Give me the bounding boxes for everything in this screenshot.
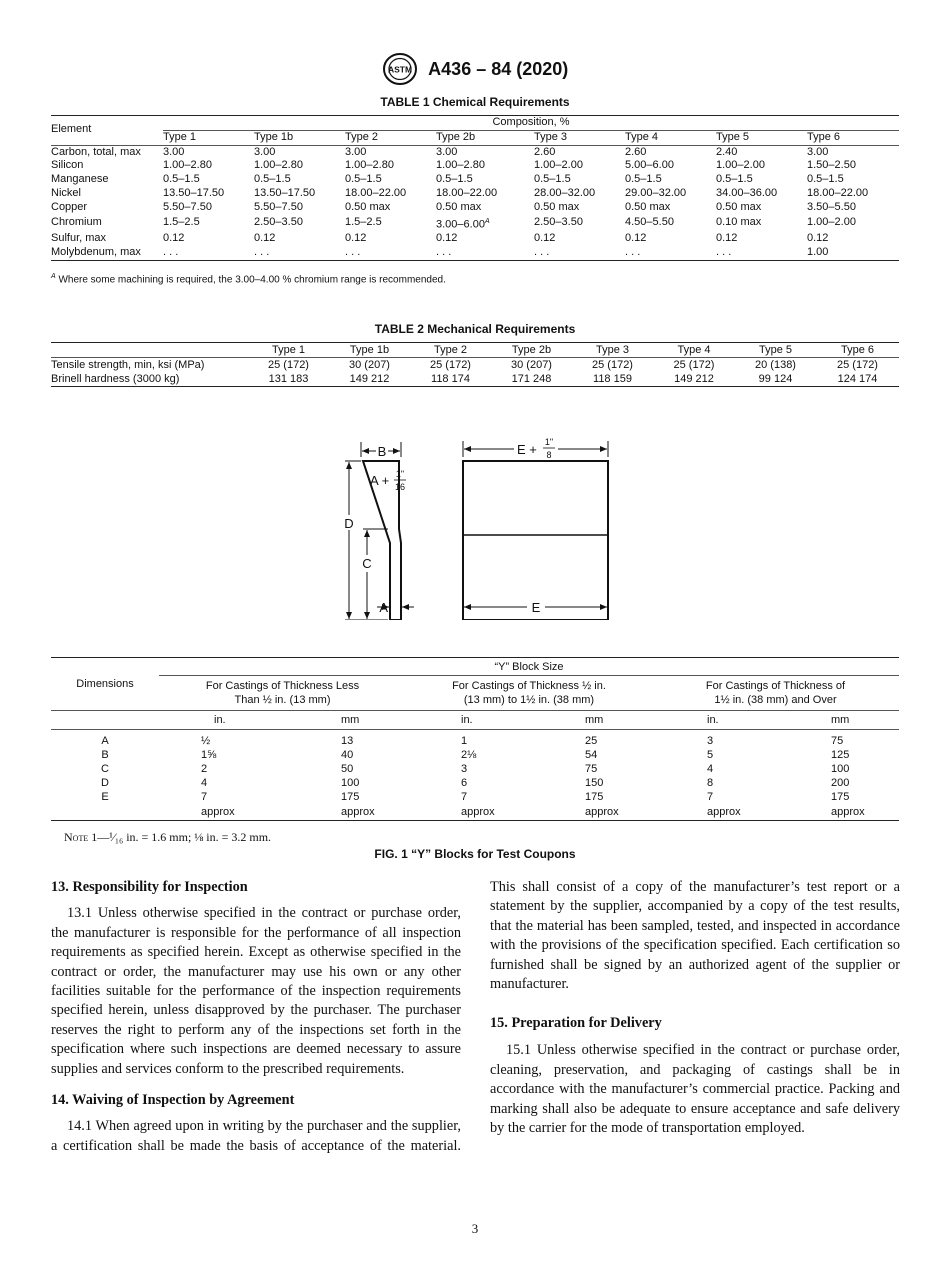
cell: 2.60 <box>625 145 647 158</box>
section-15-1-text: 15.1 Unless otherwise specified in the contract or purchase order, cleaning, preservation, and packaging of castings shall be in accordance with the manufacturer’s commercial practice. Packing and marking shall also be adequate to ensure acceptance and safe delivery by the carrier for the mode of transportation employed. <box>490 1042 900 1137</box>
table-row <box>51 790 899 804</box>
footnote-text: Where some machining is required, the 3.00–4.00 % chromium range is recommended. <box>55 274 446 286</box>
cell: 7 <box>201 791 208 803</box>
table-row <box>51 246 899 260</box>
cell: 175 <box>831 791 850 803</box>
type-header: Type 5 <box>758 344 793 356</box>
table-row <box>51 173 899 187</box>
left-column <box>51 878 461 1155</box>
unit-header: in. <box>707 714 719 726</box>
standard-designation: A436 – 84 (2020) <box>428 58 569 79</box>
table1-footnote <box>51 273 446 285</box>
cell: 25 <box>585 735 598 747</box>
dimension-label: B <box>101 749 109 761</box>
group-line: For Castings of Thickness Less <box>205 680 360 692</box>
page-number: 3 <box>471 1221 479 1236</box>
cell: 3.00 <box>345 145 367 158</box>
cell: 20 (138) <box>755 359 796 371</box>
cell: 3.00 <box>436 145 458 158</box>
label-a-plus: A + <box>370 473 390 488</box>
element-header: Element <box>51 116 163 146</box>
cell: 1.5–2.5 <box>345 216 382 229</box>
table-row <box>51 201 899 215</box>
cell: 0.12 <box>436 232 458 245</box>
cell: 2.40 <box>716 145 738 158</box>
cell <box>436 215 534 232</box>
section-14-1-text: This shall consist of a copy of the manufacturer’s test report or a statement by the supplier, accompanied by a copy of the test results, that the material has been sampled, tested, and inspected in accordance with the provisions of the specification specified. Each certification so furnished shall be signed by an authorized agent of the supplier or manufacturer. <box>490 879 900 993</box>
cell: 6 <box>461 777 468 789</box>
cell: 2⅛ <box>461 749 477 761</box>
section-14-1-continued <box>490 878 900 994</box>
cell: 0.5–1.5 <box>436 173 473 186</box>
group-line: For Castings of Thickness ½ in. <box>452 680 606 692</box>
cell: 13 <box>341 735 354 747</box>
element-name: Carbon, total, max <box>51 145 141 158</box>
label-a: A <box>379 600 388 615</box>
type-header: Type 2b <box>511 344 552 356</box>
section-15-heading: 15. Preparation for Delivery <box>490 1015 662 1031</box>
footnote-mark: A <box>51 273 56 280</box>
y-block-size-header: “Y” Block Size <box>159 658 899 676</box>
cell: 0.50 max <box>436 200 482 213</box>
cell: 0.12 <box>625 232 647 245</box>
cell: 5.00–6.00 <box>625 159 674 172</box>
cell: 0.12 <box>254 232 276 245</box>
type-header: Type 1 <box>163 130 197 143</box>
cell: 124 174 <box>837 373 878 385</box>
cell: 25 (172) <box>592 359 633 371</box>
table-row <box>51 159 899 173</box>
mechanical-requirements-table <box>51 342 899 387</box>
fraction-numerator: 1" <box>544 437 554 447</box>
cell: 25 (172) <box>430 359 471 371</box>
unit-header: mm <box>831 714 850 726</box>
chemical-requirements-table <box>51 115 899 261</box>
cell: approx <box>341 806 375 818</box>
cell: 125 <box>831 749 850 761</box>
type-header: Type 2 <box>345 130 379 143</box>
cell: 1.00–2.00 <box>716 159 765 172</box>
cell: 0.50 max <box>534 200 580 213</box>
cell: . . . <box>716 245 732 258</box>
cell: 7 <box>461 791 468 803</box>
cell: 171 248 <box>511 373 552 385</box>
cell: 18.00–22.00 <box>807 186 869 199</box>
cell: 118 174 <box>431 373 470 385</box>
unit-header: mm <box>341 714 360 726</box>
cell: 0.5–1.5 <box>534 173 571 186</box>
table2-title: TABLE 2 Mechanical Requirements <box>374 322 576 336</box>
cell: 2 <box>201 763 208 775</box>
label-e: E <box>531 600 541 615</box>
element-name: Manganese <box>51 173 109 186</box>
document-header <box>0 52 950 86</box>
type-header: Type 6 <box>840 344 875 356</box>
composition-header: Composition, % <box>163 116 899 131</box>
cell: 5.50–7.50 <box>163 200 212 213</box>
cell: 4 <box>707 763 714 775</box>
thickness-group-header <box>406 676 652 711</box>
dimension-label: A <box>101 735 109 747</box>
section-14-1-text: 14.1 When agreed upon in writing by the purchaser and the supplier, a certification shall be made the basis of acceptance of the material. <box>51 1118 461 1154</box>
y-block-size-table <box>51 657 899 821</box>
element-name: Nickel <box>51 186 81 199</box>
type-header: Type 4 <box>677 344 711 356</box>
cell: 1.5–2.5 <box>163 216 200 229</box>
dimension-label <box>51 804 159 821</box>
table-row <box>51 232 899 246</box>
type-header: Type 6 <box>807 130 841 143</box>
cell: approx <box>461 806 495 818</box>
element-name: Molybdenum, max <box>51 245 141 258</box>
cell: 1 <box>461 735 468 747</box>
block-front-view <box>463 461 608 620</box>
cell: 5 <box>707 749 714 761</box>
cell: 18.00–22.00 <box>436 186 498 199</box>
cell: 1.00–2.80 <box>436 159 485 172</box>
cell: 0.12 <box>163 232 185 245</box>
cell: approx <box>831 806 865 818</box>
cell: 0.5–1.5 <box>345 173 382 186</box>
cell: 1⅝ <box>201 749 217 761</box>
cell: 0.5–1.5 <box>163 173 200 186</box>
cell: 100 <box>831 763 850 775</box>
cell: 1.00–2.80 <box>254 159 303 172</box>
cell: 1.00–2.80 <box>345 159 394 172</box>
cell: 3.50–5.50 <box>807 200 856 213</box>
dimension-label: C <box>101 763 109 775</box>
cell: . . . <box>625 245 641 258</box>
section-14-heading: 14. Waiving of Inspection by Agreement <box>51 1092 295 1109</box>
table-row <box>51 372 899 387</box>
label-e-plus: E + <box>517 442 537 457</box>
cell: 3 <box>461 763 468 775</box>
logo-text: ASTM <box>387 64 412 75</box>
right-column <box>490 878 900 1138</box>
cell: 7 <box>707 791 714 803</box>
cell: 175 <box>585 791 604 803</box>
cell: 50 <box>341 763 354 775</box>
cell: . . . <box>345 245 361 258</box>
cell: 131 183 <box>268 373 309 385</box>
cell: approx <box>585 806 619 818</box>
type-header: Type 1 <box>271 344 306 356</box>
cell: 28.00–32.00 <box>534 186 596 199</box>
cell: 1.50–2.50 <box>807 159 856 172</box>
cell: 5.50–7.50 <box>254 200 303 213</box>
group-line: Than ½ in. (13 mm) <box>234 694 331 706</box>
cell: 118 159 <box>593 373 632 385</box>
element-name: Sulfur, max <box>51 232 107 245</box>
table-row <box>51 145 899 159</box>
group-line: For Castings of Thickness of <box>705 680 846 692</box>
cell: 149 212 <box>674 373 714 385</box>
cell: 75 <box>585 763 598 775</box>
label-c: C <box>362 556 372 571</box>
cell: 0.12 <box>534 232 556 245</box>
unit-header: in. <box>461 714 473 726</box>
cell: 0.50 max <box>625 200 671 213</box>
cell: 8 <box>707 777 714 789</box>
fraction-denominator: 16 <box>394 482 406 492</box>
table-row <box>51 776 899 790</box>
cell: 54 <box>585 749 598 761</box>
cell: 0.5–1.5 <box>254 173 291 186</box>
cell: 1.00 <box>807 245 829 258</box>
cell: . . . <box>534 245 550 258</box>
cell: 2.50–3.50 <box>534 216 583 229</box>
group-line: (13 mm) to 1½ in. (38 mm) <box>463 694 595 706</box>
property-name: Brinell hardness (3000 kg) <box>51 373 180 385</box>
section-13-1-text: 13.1 Unless otherwise specified in the contract or purchase order, the manufacturer is responsible for the performance of all inspection requirements as specified herein. Except as otherwise specified in the contract or order, the manufacturer may use his own or any other facilities suitable for the performance of the inspection requirements specified herein, unless disapproved by the purchaser. The purchaser reserves the right to perform any of the inspections set forth in the specification where such inspections are deemed necessary to assure supplies and services conform to the prescribed requirements. <box>51 905 461 1077</box>
cell: 4.50–5.50 <box>625 216 674 229</box>
note-label: Note 1 <box>64 830 98 844</box>
dimension-label: E <box>101 791 109 803</box>
figure-caption: FIG. 1 “Y” Blocks for Test Coupons <box>374 847 576 861</box>
cell: 0.5–1.5 <box>716 173 753 186</box>
table-row <box>51 730 899 749</box>
element-name: Silicon <box>51 159 84 172</box>
unit-header: mm <box>585 714 604 726</box>
element-name: Copper <box>51 200 88 213</box>
table-row <box>51 187 899 201</box>
cell: 0.12 <box>807 232 829 245</box>
type-header: Type 2 <box>433 344 468 356</box>
fraction-denominator: 8 <box>546 450 552 460</box>
cell: 99 124 <box>758 373 793 385</box>
cell: 1.00–2.00 <box>807 216 856 229</box>
cell: 30 (207) <box>349 359 390 371</box>
thickness-group-header <box>652 676 899 711</box>
note-text: —¹⁄₁₆ in. = 1.6 mm; ⅛ in. = 3.2 mm. <box>97 830 272 844</box>
cell: 3.00 <box>163 145 185 158</box>
dimensions-header: Dimensions <box>51 658 159 711</box>
type-header: Type 4 <box>625 130 659 143</box>
cell: 29.00–32.00 <box>625 186 687 199</box>
cell: 25 (172) <box>673 359 715 371</box>
cell: ½ <box>201 735 211 747</box>
cell: 0.50 max <box>716 200 762 213</box>
y-block-drawing <box>330 435 620 620</box>
cell: 4 <box>201 777 208 789</box>
cell: 25 (172) <box>837 359 878 371</box>
thickness-group-header <box>159 676 406 711</box>
cell: 200 <box>831 777 850 789</box>
property-name: Tensile strength, min, ksi (MPa) <box>51 359 205 371</box>
table-row <box>51 358 899 373</box>
label-b: B <box>377 444 387 459</box>
cell: 13.50–17.50 <box>163 186 225 199</box>
cell: approx <box>201 806 235 818</box>
figure-note <box>64 830 271 845</box>
label-d: D <box>344 516 354 531</box>
cell: 18.00–22.00 <box>345 186 407 199</box>
fraction-numerator: 1" <box>395 469 405 479</box>
cell: approx <box>707 806 741 818</box>
section-13-heading: 13. Responsibility for Inspection <box>51 879 248 895</box>
cell: 2.50–3.50 <box>254 216 303 229</box>
cell: 0.5–1.5 <box>625 173 662 186</box>
type-header: Type 3 <box>595 344 630 356</box>
cell: 0.10 max <box>716 216 762 229</box>
cell: 1.00–2.00 <box>534 159 583 172</box>
table-row <box>51 804 899 821</box>
cell: 34.00–36.00 <box>716 186 778 199</box>
cell: 2.60 <box>534 145 556 158</box>
cell: 30 (207) <box>511 359 552 371</box>
cell: 13.50–17.50 <box>254 186 316 199</box>
cell: 175 <box>341 791 360 803</box>
dimension-label: D <box>101 777 109 789</box>
type-header: Type 3 <box>534 130 568 143</box>
element-name: Chromium <box>51 216 102 229</box>
cell: . . . <box>436 245 452 258</box>
cell: 0.12 <box>345 232 367 245</box>
cell: 3.00 <box>254 145 276 158</box>
footnote-mark: A <box>484 217 490 225</box>
cell: 25 (172) <box>268 359 309 371</box>
type-header: Type 1b <box>254 130 294 143</box>
type-header: Type 2b <box>436 130 476 143</box>
cell: . . . <box>254 245 270 258</box>
cell: 150 <box>585 777 604 789</box>
astm-logo <box>382 52 418 86</box>
table-row <box>51 762 899 776</box>
table1-title: TABLE 1 Chemical Requirements <box>380 95 570 109</box>
cell: 0.50 max <box>345 200 391 213</box>
cell: 40 <box>341 749 354 761</box>
table-row <box>51 748 899 762</box>
type-header: Type 5 <box>716 130 750 143</box>
cell: 0.12 <box>716 232 738 245</box>
cell: 100 <box>341 777 360 789</box>
cell: 75 <box>831 735 844 747</box>
group-line: 1½ in. (38 mm) and Over <box>714 694 837 706</box>
cell-value: 3.00–6.00 <box>436 218 485 231</box>
cell: 1.00–2.80 <box>163 159 212 172</box>
table-row <box>51 215 899 232</box>
cell: 3 <box>707 735 714 747</box>
cell: 149 212 <box>349 373 390 385</box>
cell: 0.5–1.5 <box>807 173 844 186</box>
cell: 3.00 <box>807 145 829 158</box>
cell: . . . <box>163 245 179 258</box>
type-header: Type 1b <box>349 344 390 356</box>
unit-header: in. <box>214 714 226 726</box>
